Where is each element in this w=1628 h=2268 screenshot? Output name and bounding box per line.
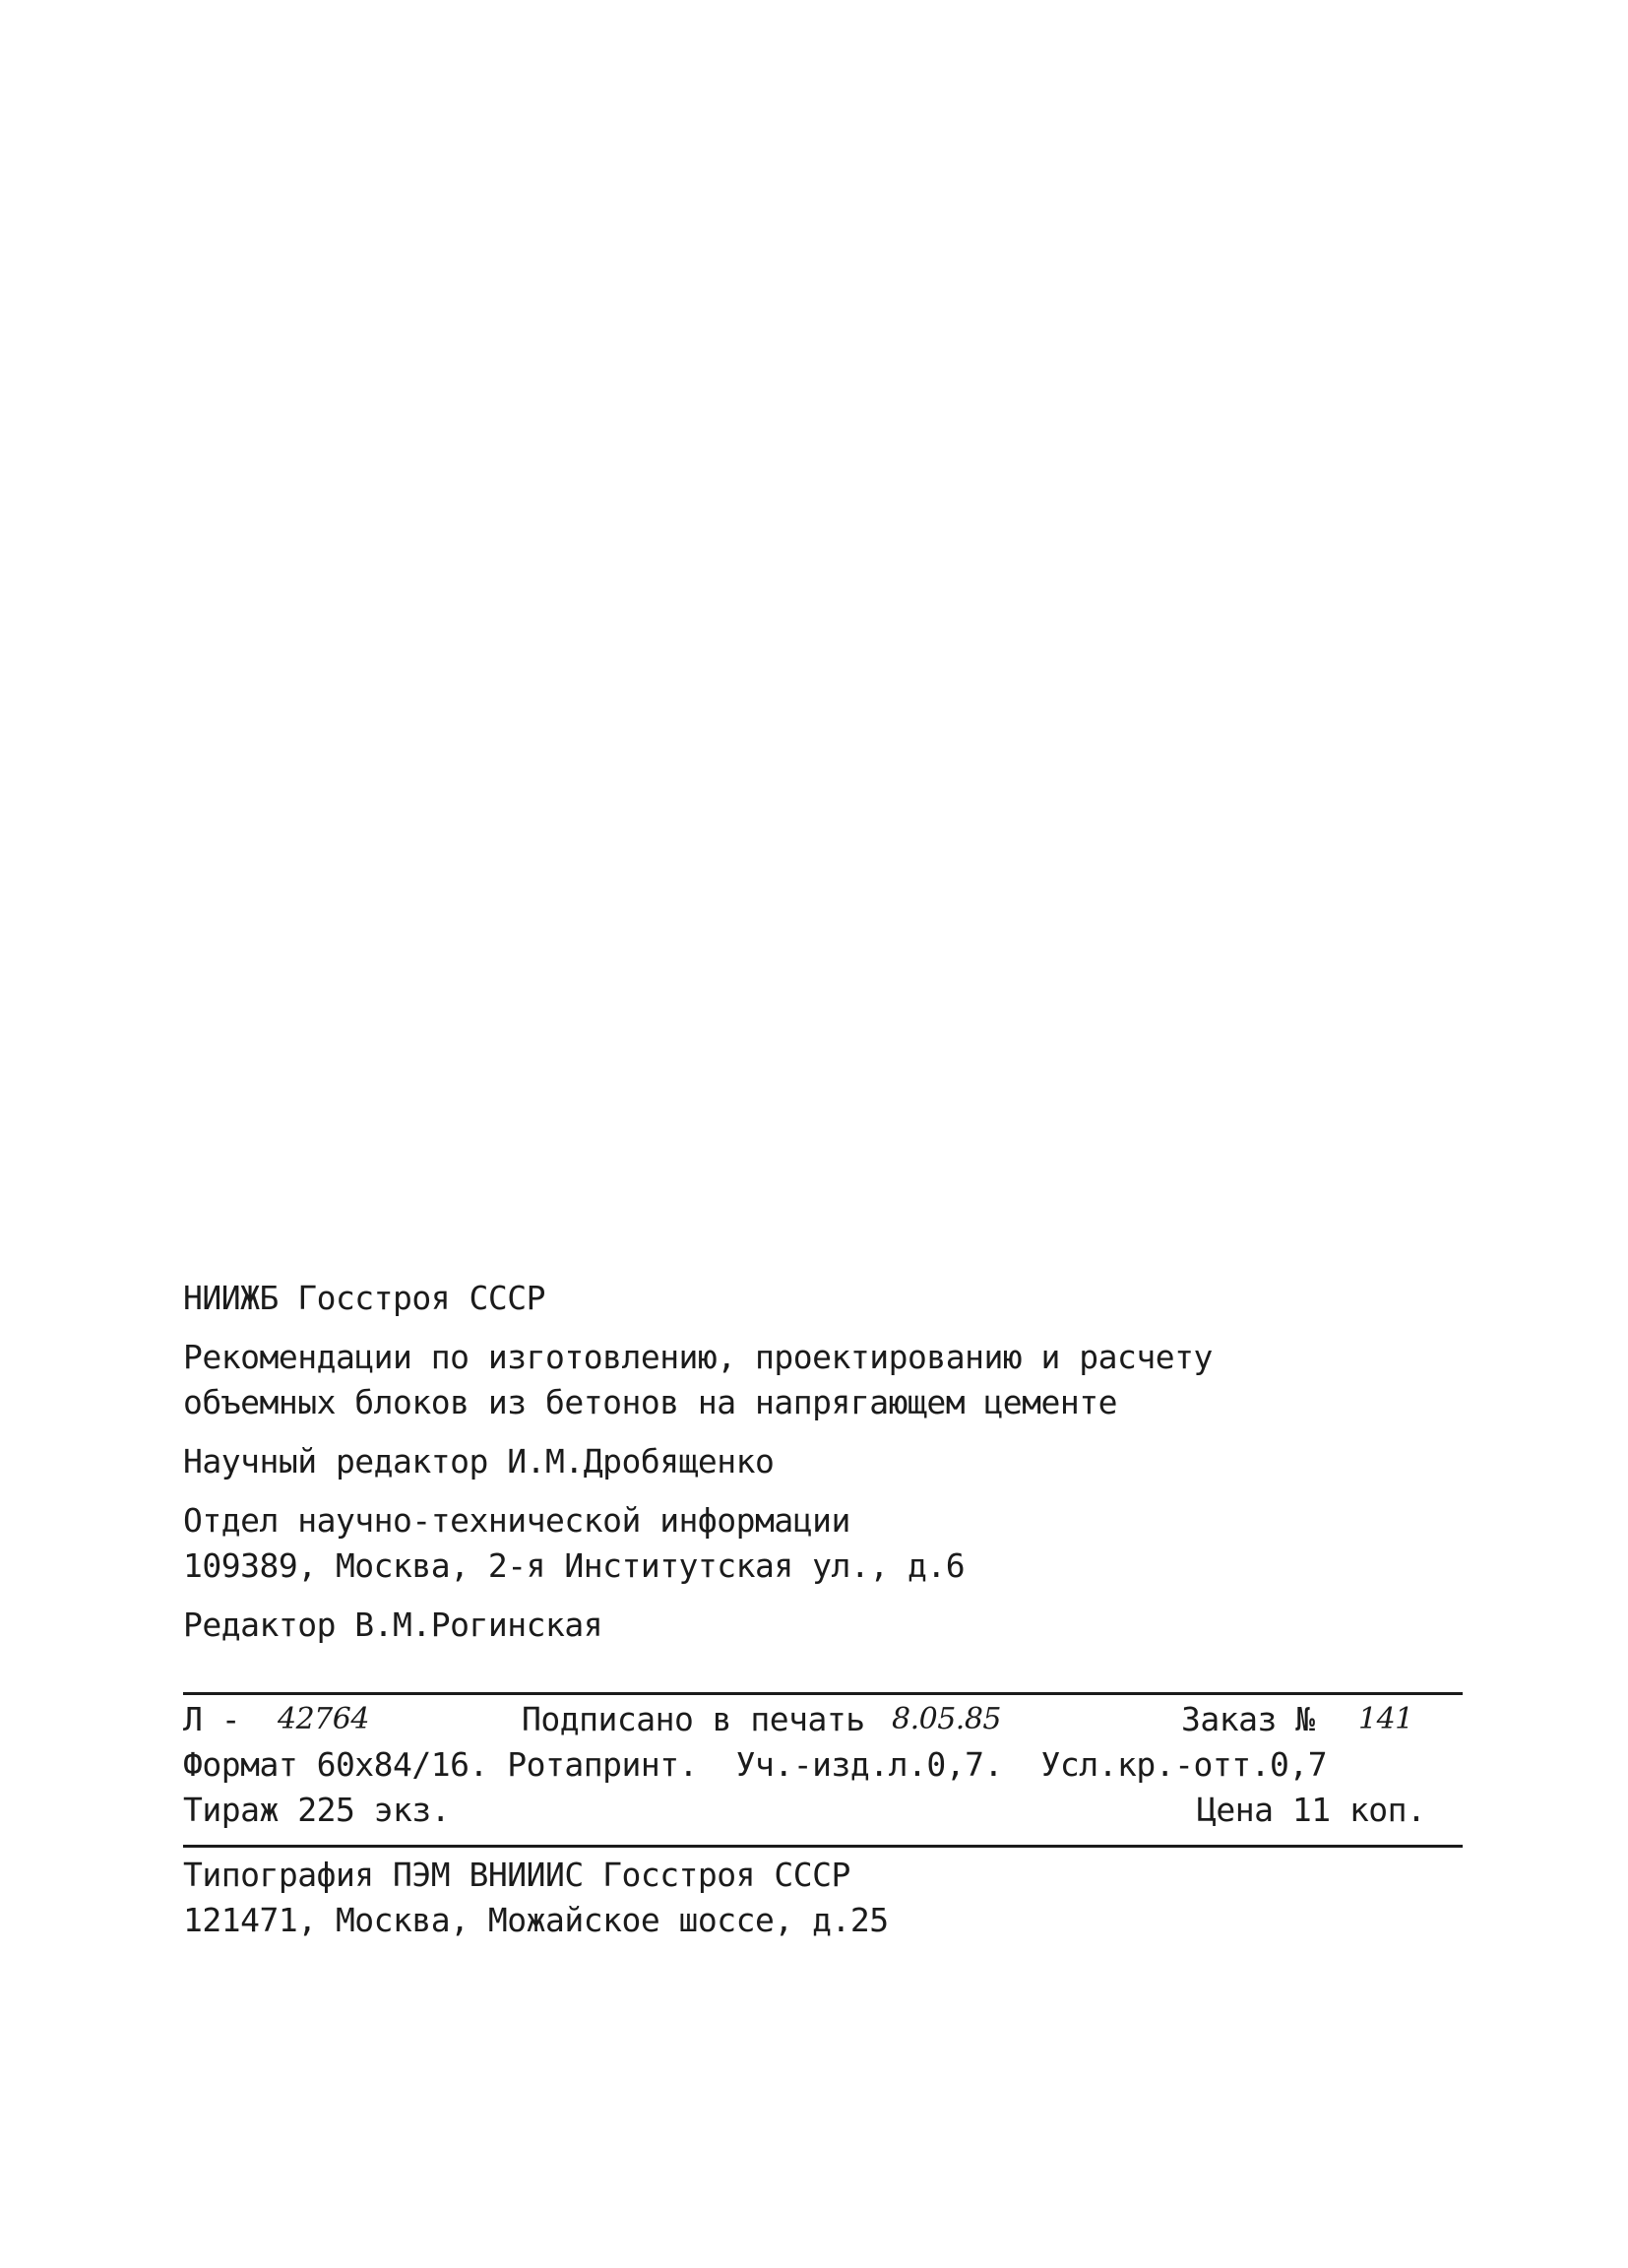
document-title-line-1: Рекомендации по изготовлению, проектированию и расчету <box>183 1338 1213 1376</box>
price: Цена 11 коп. <box>1197 1791 1426 1829</box>
divider-top <box>183 1692 1463 1695</box>
department-name: Отдел научно-технической информации <box>183 1501 850 1540</box>
imprint-row-format <box>183 1742 1463 1788</box>
format-line: Формат 60х84/16. Ротапринт. Уч.-изд.л.0,7. Усл.кр.-отт.0,7 <box>183 1745 1328 1784</box>
license-number: 42764 <box>278 1702 369 1736</box>
imprint-row-license <box>183 1697 1463 1742</box>
institute-name: НИИЖБ Госстроя СССР <box>183 1279 545 1317</box>
editor-name: Редактор В.М.Рогинская <box>183 1606 603 1644</box>
colophon-block <box>183 1276 1463 1648</box>
imprint-block <box>183 1697 1463 1833</box>
printing-house-block <box>183 1853 1463 1943</box>
printing-house-name: Типография ПЭМ ВНИИИС Госстроя СССР <box>183 1856 850 1894</box>
printing-house-address: 121471, Москва, Можайское шоссе, д.25 <box>183 1901 889 1939</box>
signed-date: 8.05.85 <box>892 1702 1002 1736</box>
print-run: Тираж 225 экз. <box>183 1791 451 1829</box>
scientific-editor: Научный редактор И.М.Дробященко <box>183 1442 775 1480</box>
department-address: 109389, Москва, 2-я Институтская ул., д.6 <box>183 1546 966 1585</box>
license-prefix: Л - <box>183 1700 241 1738</box>
order-number: 141 <box>1358 1702 1413 1736</box>
imprint-row-run <box>183 1788 1463 1833</box>
divider-bottom <box>183 1845 1463 1848</box>
document-title-line-2: объемных блоков из бетонов на напрягающем цементе <box>183 1383 1118 1421</box>
signed-label: Подписано в печать <box>522 1700 865 1738</box>
order-label: Заказ № <box>1181 1700 1315 1738</box>
